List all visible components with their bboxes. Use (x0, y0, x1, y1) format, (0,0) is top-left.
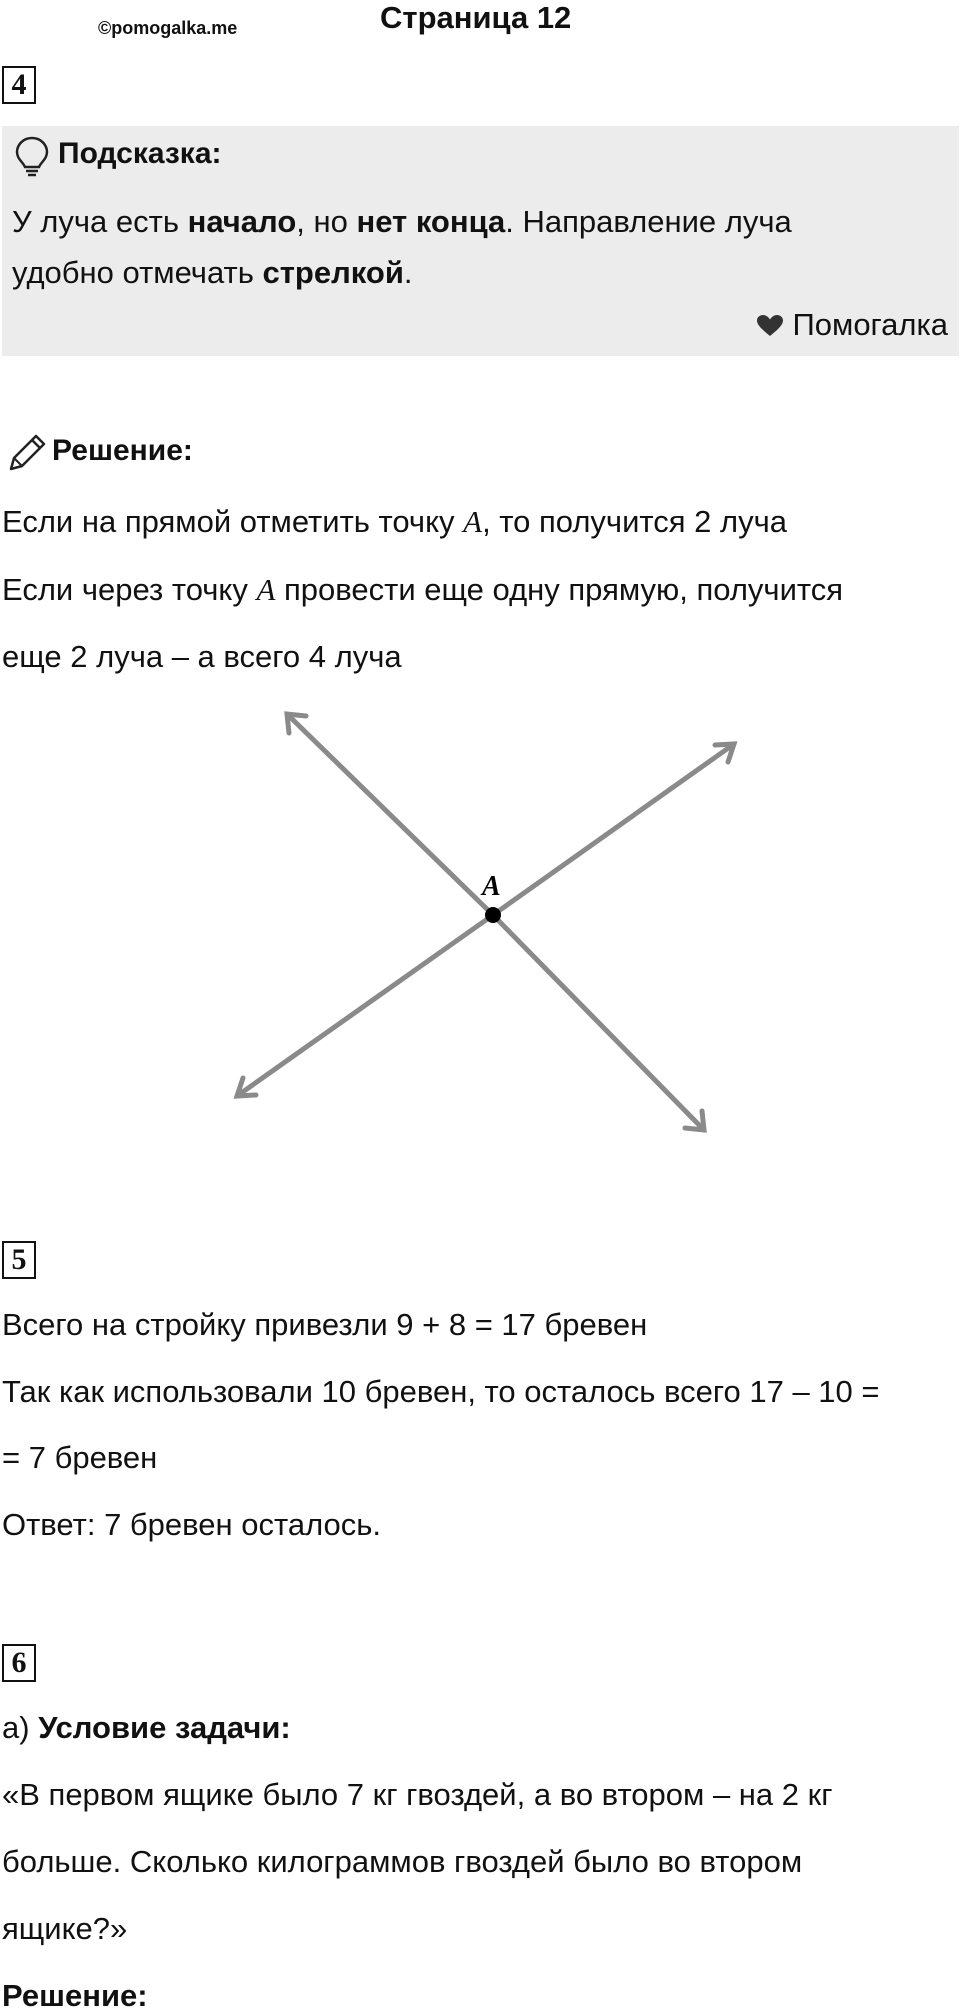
solution-line-2: Если через точку A провести еще одну прямую, получится (2, 572, 844, 607)
ray-upper-left (287, 714, 493, 915)
site-watermark: ©pomogalka.me (98, 18, 238, 38)
page-title: Страница 12 (380, 0, 572, 35)
ray-upper-right (493, 744, 734, 915)
solution-line-1: Если на прямой отметить точку A, то получится 2 луча (2, 504, 787, 539)
hint-line-2: удобно отмечать стрелкой. (12, 255, 413, 290)
hint-line-1: У луча есть начало, но нет конца. Направление луча (12, 204, 792, 239)
task6-condition-heading: а) Условие задачи: (2, 1710, 291, 1745)
task5-line-1: Всего на стройку привезли 9 + 8 = 17 бревен (2, 1307, 648, 1342)
point-a-label: A (482, 871, 501, 902)
task6-solution-title: Решение: (2, 1978, 148, 2013)
ray-lower-left (237, 915, 493, 1096)
task5-line-2: Так как использовали 10 бревен, то осталось всего 17 – 10 = (2, 1374, 880, 1409)
task-number-4: 4 (2, 66, 36, 104)
point-a (485, 907, 501, 923)
task5-line-3: = 7 бревен (2, 1440, 158, 1475)
solution-title: Решение: (52, 434, 193, 467)
ray-lower-right (493, 915, 704, 1130)
task5-answer: Ответ: 7 бревен осталось. (2, 1507, 382, 1542)
task-number-5: 5 (2, 1241, 36, 1279)
task6-line-3: ящике?» (2, 1911, 128, 1946)
task6-line-1: «В первом ящике было 7 кг гвоздей, а во втором – на 2 кг (2, 1777, 833, 1812)
hint-credit: Помогалка (756, 307, 948, 343)
solution-line-3: еще 2 луча – а всего 4 луча (2, 639, 402, 674)
task-number-6: 6 (2, 1644, 36, 1682)
task6-line-2: больше. Сколько килограммов гвоздей было во втором (2, 1844, 803, 1879)
hint-title: Подсказка: (58, 137, 222, 170)
